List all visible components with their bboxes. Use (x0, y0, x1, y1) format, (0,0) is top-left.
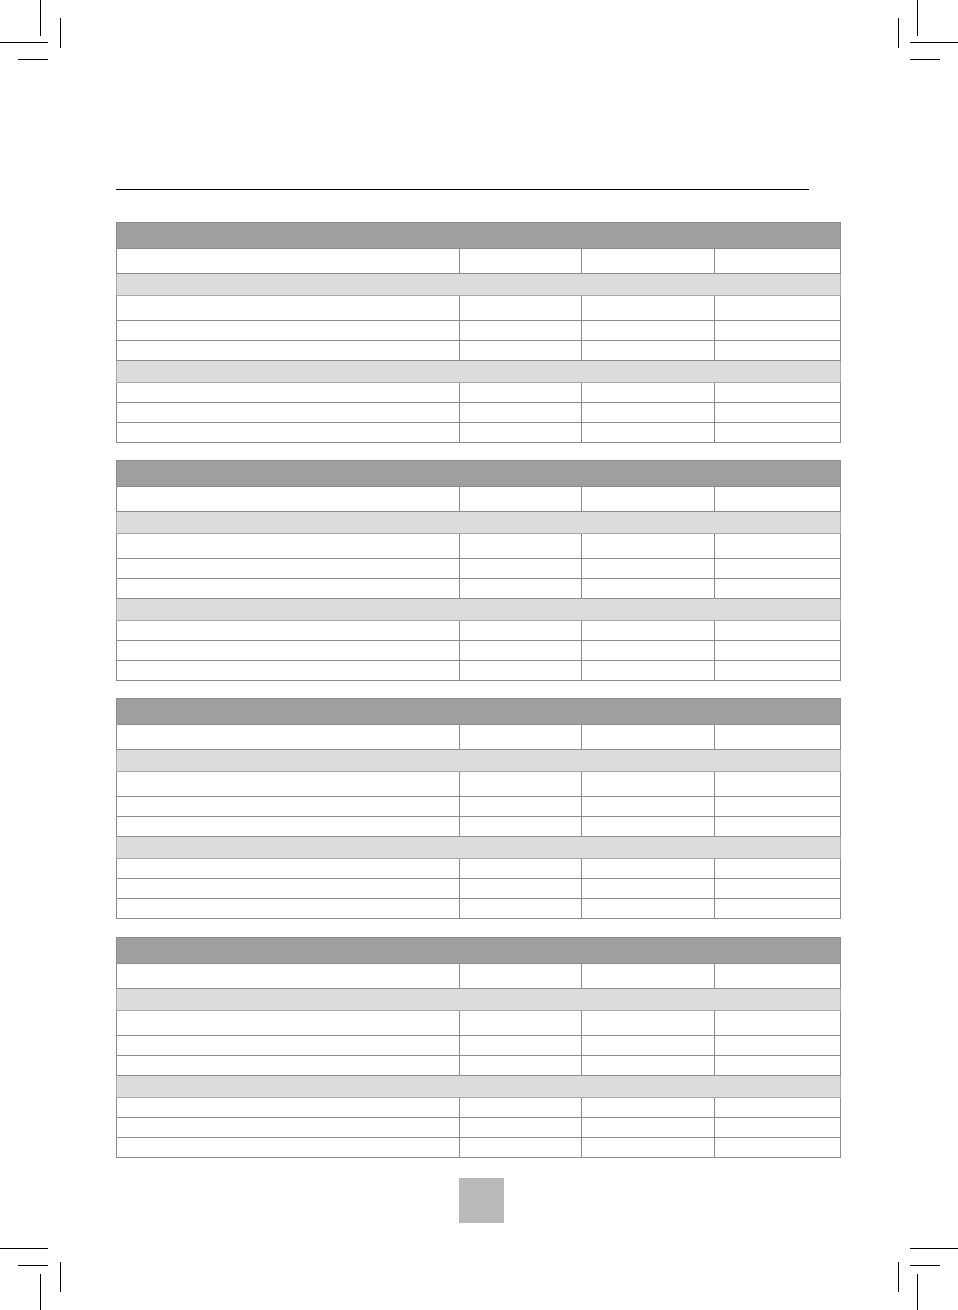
table-row (117, 403, 841, 423)
table-cell (117, 641, 460, 661)
table-section-row (117, 599, 841, 621)
table-row (117, 661, 841, 681)
crop-mark (917, 1274, 918, 1310)
table-cell (715, 296, 841, 321)
section-label (117, 274, 841, 296)
table-section-row (117, 1076, 841, 1098)
table-cell (117, 1098, 460, 1118)
table-section-row (117, 361, 841, 383)
table-cell (117, 423, 460, 443)
table-row (117, 797, 841, 817)
crop-mark (910, 1248, 958, 1249)
table-cell (460, 534, 582, 559)
crop-mark (910, 59, 940, 60)
table-cell (715, 1098, 841, 1118)
table-cell (460, 383, 582, 403)
section-label (117, 599, 841, 621)
column-header (715, 964, 841, 989)
table-cell (117, 1011, 460, 1036)
table-cell (715, 341, 841, 361)
section-label (117, 837, 841, 859)
table-cell (117, 1118, 460, 1138)
table-cell (715, 1118, 841, 1138)
crop-mark (18, 59, 48, 60)
table-section-row (117, 512, 841, 534)
table-cell (582, 879, 715, 899)
crop-mark (910, 42, 958, 43)
table-row (117, 817, 841, 837)
table-section-row (117, 274, 841, 296)
table-row (117, 621, 841, 641)
crop-mark (898, 1262, 899, 1292)
section-label (117, 989, 841, 1011)
table-title (117, 699, 841, 725)
table-cell (460, 579, 582, 599)
table-cell (460, 1036, 582, 1056)
table-cell (715, 1056, 841, 1076)
table-title-row (117, 938, 841, 964)
table-cell (582, 621, 715, 641)
table-cell (715, 1138, 841, 1158)
crop-mark (40, 1274, 41, 1310)
table-cell (715, 621, 841, 641)
table-cell (460, 621, 582, 641)
table-row (117, 383, 841, 403)
table-cell (117, 879, 460, 899)
table-cell (460, 899, 582, 919)
table-row (117, 641, 841, 661)
table-cell (715, 641, 841, 661)
column-header (715, 725, 841, 750)
table-cell (117, 1138, 460, 1158)
column-header (460, 487, 582, 512)
table-cell (117, 772, 460, 797)
table-row (117, 1056, 841, 1076)
table-section-row (117, 837, 841, 859)
section-label (117, 1076, 841, 1098)
table-row (117, 321, 841, 341)
table-cell (582, 534, 715, 559)
table-cell (715, 534, 841, 559)
column-header (460, 249, 582, 274)
table-row (117, 559, 841, 579)
table-cell (715, 403, 841, 423)
table-cell (582, 579, 715, 599)
table-cell (117, 403, 460, 423)
table-cell (117, 559, 460, 579)
table-row (117, 1011, 841, 1036)
table-cell (460, 879, 582, 899)
table-row (117, 1036, 841, 1056)
table-cell (117, 579, 460, 599)
table-cell (460, 817, 582, 837)
table-row (117, 1138, 841, 1158)
table-cell (582, 1056, 715, 1076)
table-cell (582, 341, 715, 361)
table-cell (117, 296, 460, 321)
table-cell (117, 859, 460, 879)
table-cell (582, 403, 715, 423)
section-label (117, 361, 841, 383)
table-cell (715, 321, 841, 341)
table-cell (715, 899, 841, 919)
table-title-row (117, 461, 841, 487)
table-cell (715, 579, 841, 599)
table-cell (582, 641, 715, 661)
table-cell (460, 341, 582, 361)
table-cell (582, 383, 715, 403)
column-header (460, 725, 582, 750)
column-header (582, 487, 715, 512)
table-cell (582, 661, 715, 681)
table-column-headers (117, 964, 841, 989)
table-cell (460, 641, 582, 661)
crop-mark (60, 1262, 61, 1292)
table-section-row (117, 989, 841, 1011)
table-cell (460, 321, 582, 341)
column-header (582, 249, 715, 274)
table-cell (582, 772, 715, 797)
crop-mark (898, 18, 899, 48)
column-header (582, 964, 715, 989)
table-cell (715, 859, 841, 879)
column-header (117, 964, 460, 989)
table-row (117, 534, 841, 559)
table-cell (715, 1011, 841, 1036)
table-cell (715, 817, 841, 837)
table-cell (582, 859, 715, 879)
table-cell (582, 559, 715, 579)
table-cell (582, 899, 715, 919)
table-cell (582, 1138, 715, 1158)
crop-mark (60, 18, 61, 48)
table-cell (460, 797, 582, 817)
table-cell (460, 423, 582, 443)
table-row (117, 772, 841, 797)
column-header (715, 249, 841, 274)
table-cell (460, 1011, 582, 1036)
table-row (117, 1118, 841, 1138)
crop-mark (0, 1248, 48, 1249)
table-cell (582, 1098, 715, 1118)
table-column-headers (117, 725, 841, 750)
spec-table-3 (116, 698, 841, 919)
crop-mark (0, 42, 48, 43)
table-cell (117, 534, 460, 559)
table-title-row (117, 699, 841, 725)
table-row (117, 1098, 841, 1118)
table-cell (715, 772, 841, 797)
table-cell (582, 817, 715, 837)
crop-mark (917, 0, 918, 36)
table-row (117, 899, 841, 919)
table-cell (117, 383, 460, 403)
table-title (117, 938, 841, 964)
table-cell (582, 1011, 715, 1036)
crop-mark (18, 1265, 48, 1266)
spec-table-2 (116, 460, 841, 681)
table-cell (117, 899, 460, 919)
table-cell (715, 1036, 841, 1056)
table-cell (117, 817, 460, 837)
table-cell (715, 559, 841, 579)
table-row (117, 879, 841, 899)
table-row (117, 423, 841, 443)
table-cell (582, 1118, 715, 1138)
table-cell (117, 1036, 460, 1056)
table-cell (117, 797, 460, 817)
table-cell (715, 661, 841, 681)
table-cell (582, 1036, 715, 1056)
table-cell (117, 321, 460, 341)
table-cell (582, 321, 715, 341)
table-cell (460, 296, 582, 321)
crop-mark (40, 0, 41, 36)
column-header (117, 725, 460, 750)
section-label (117, 750, 841, 772)
table-cell (460, 1118, 582, 1138)
table-cell (460, 559, 582, 579)
table-row (117, 296, 841, 321)
table-cell (460, 772, 582, 797)
table-cell (715, 423, 841, 443)
table-column-headers (117, 249, 841, 274)
table-cell (715, 879, 841, 899)
table-cell (117, 621, 460, 641)
table-section-row (117, 750, 841, 772)
section-label (117, 512, 841, 534)
table-cell (117, 1056, 460, 1076)
table-title (117, 223, 841, 249)
table-row (117, 859, 841, 879)
table-cell (460, 1056, 582, 1076)
table-cell (460, 859, 582, 879)
table-cell (460, 403, 582, 423)
column-header (715, 487, 841, 512)
table-column-headers (117, 487, 841, 512)
column-header (582, 725, 715, 750)
table-cell (715, 383, 841, 403)
table-row (117, 579, 841, 599)
header-rule (116, 189, 809, 190)
table-cell (117, 661, 460, 681)
table-title-row (117, 223, 841, 249)
table-cell (582, 296, 715, 321)
table-cell (582, 423, 715, 443)
table-title (117, 461, 841, 487)
column-header (460, 964, 582, 989)
column-header (117, 487, 460, 512)
table-cell (715, 797, 841, 817)
table-cell (117, 341, 460, 361)
table-cell (460, 661, 582, 681)
spec-table-4 (116, 937, 841, 1158)
table-cell (460, 1098, 582, 1118)
column-header (117, 249, 460, 274)
table-cell (582, 797, 715, 817)
spec-table-1 (116, 222, 841, 443)
crop-mark (910, 1265, 940, 1266)
table-cell (460, 1138, 582, 1158)
table-row (117, 341, 841, 361)
page-number-box (459, 1178, 504, 1223)
